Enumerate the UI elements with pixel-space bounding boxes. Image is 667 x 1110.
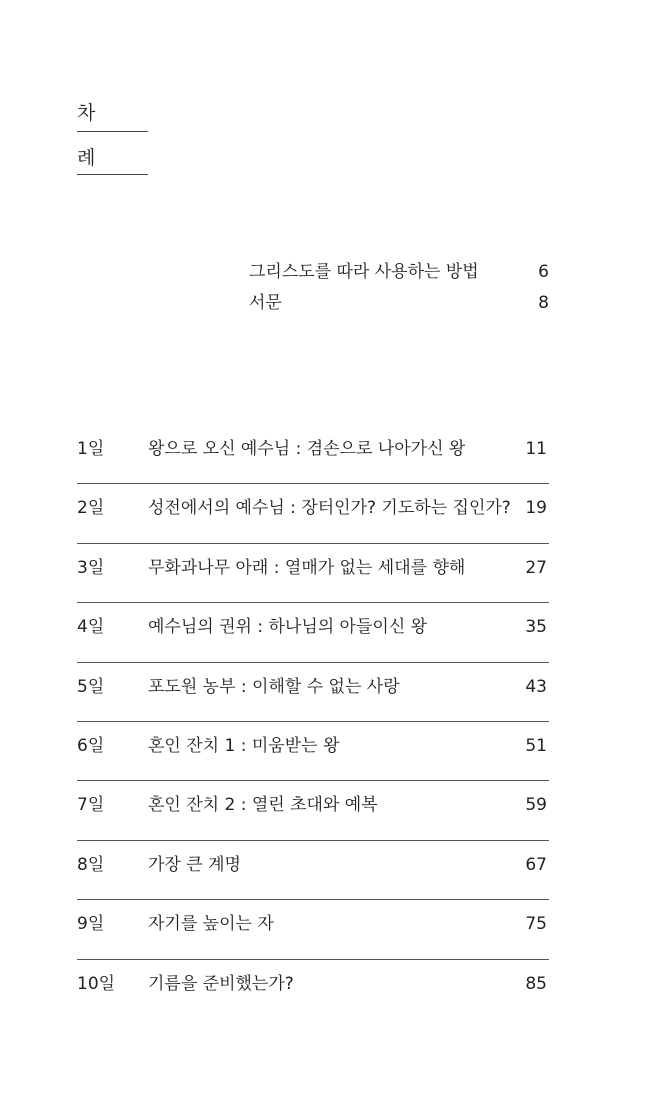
front-matter-title: 서문 [249, 293, 282, 313]
toc-day: 2일 [77, 498, 105, 519]
toc-title: 성전에서의 예수님 : 장터인가? 기도하는 집인가? [148, 498, 511, 519]
toc-page: 35 [525, 617, 547, 638]
toc-entry [77, 900, 549, 959]
toc-title: 기름을 준비했는가? [148, 973, 294, 994]
toc-day: 3일 [77, 557, 105, 578]
toc-title: 자기를 높이는 자 [148, 914, 274, 935]
heading-divider [77, 174, 148, 175]
toc-title: 무화과나무 아래 : 열매가 없는 세대를 향해 [148, 557, 466, 578]
toc-day: 9일 [77, 914, 105, 935]
toc-page: 51 [525, 735, 547, 756]
toc-entry [77, 603, 549, 662]
toc-entry [77, 722, 549, 781]
front-matter-item [249, 291, 549, 315]
toc-day: 6일 [77, 735, 105, 756]
toc-page: 59 [525, 795, 547, 816]
toc-day: 4일 [77, 617, 105, 638]
toc-day: 7일 [77, 795, 105, 816]
front-matter-page: 6 [538, 262, 549, 282]
heading-char: 례 [77, 147, 96, 169]
toc-title: 가장 큰 계명 [148, 854, 241, 875]
front-matter-item [249, 260, 549, 284]
front-matter-title: 그리스도를 따라 사용하는 방법 [249, 262, 479, 282]
toc-page: 11 [525, 439, 547, 459]
toc-day: 1일 [77, 439, 105, 459]
toc-entry [77, 425, 549, 484]
front-matter-page: 8 [538, 293, 549, 313]
toc-title: 혼인 잔치 2 : 열린 초대와 예복 [148, 795, 378, 816]
toc-title: 왕으로 오신 예수님 : 겸손으로 나아가신 왕 [148, 439, 466, 459]
toc-list [77, 425, 549, 1018]
toc-day: 8일 [77, 854, 105, 875]
toc-page: 85 [525, 973, 547, 994]
toc-entry [77, 960, 549, 1018]
toc-entry [77, 663, 549, 722]
toc-day: 5일 [77, 676, 105, 697]
toc-entry [77, 484, 549, 543]
heading-divider [77, 131, 148, 132]
heading-char: 차 [77, 102, 96, 124]
toc-page: 67 [525, 854, 547, 875]
toc-entry [77, 781, 549, 840]
toc-title: 예수님의 권위 : 하나님의 아들이신 왕 [148, 617, 428, 638]
toc-title: 혼인 잔치 1 : 미움받는 왕 [148, 735, 340, 756]
toc-page: 27 [525, 557, 547, 578]
toc-page: 19 [525, 498, 547, 519]
toc-day: 10일 [77, 973, 116, 994]
toc-page: 43 [525, 676, 547, 697]
toc-page: 75 [525, 914, 547, 935]
toc-entry [77, 841, 549, 900]
toc-title: 포도원 농부 : 이해할 수 없는 사랑 [148, 676, 400, 697]
toc-entry [77, 544, 549, 603]
